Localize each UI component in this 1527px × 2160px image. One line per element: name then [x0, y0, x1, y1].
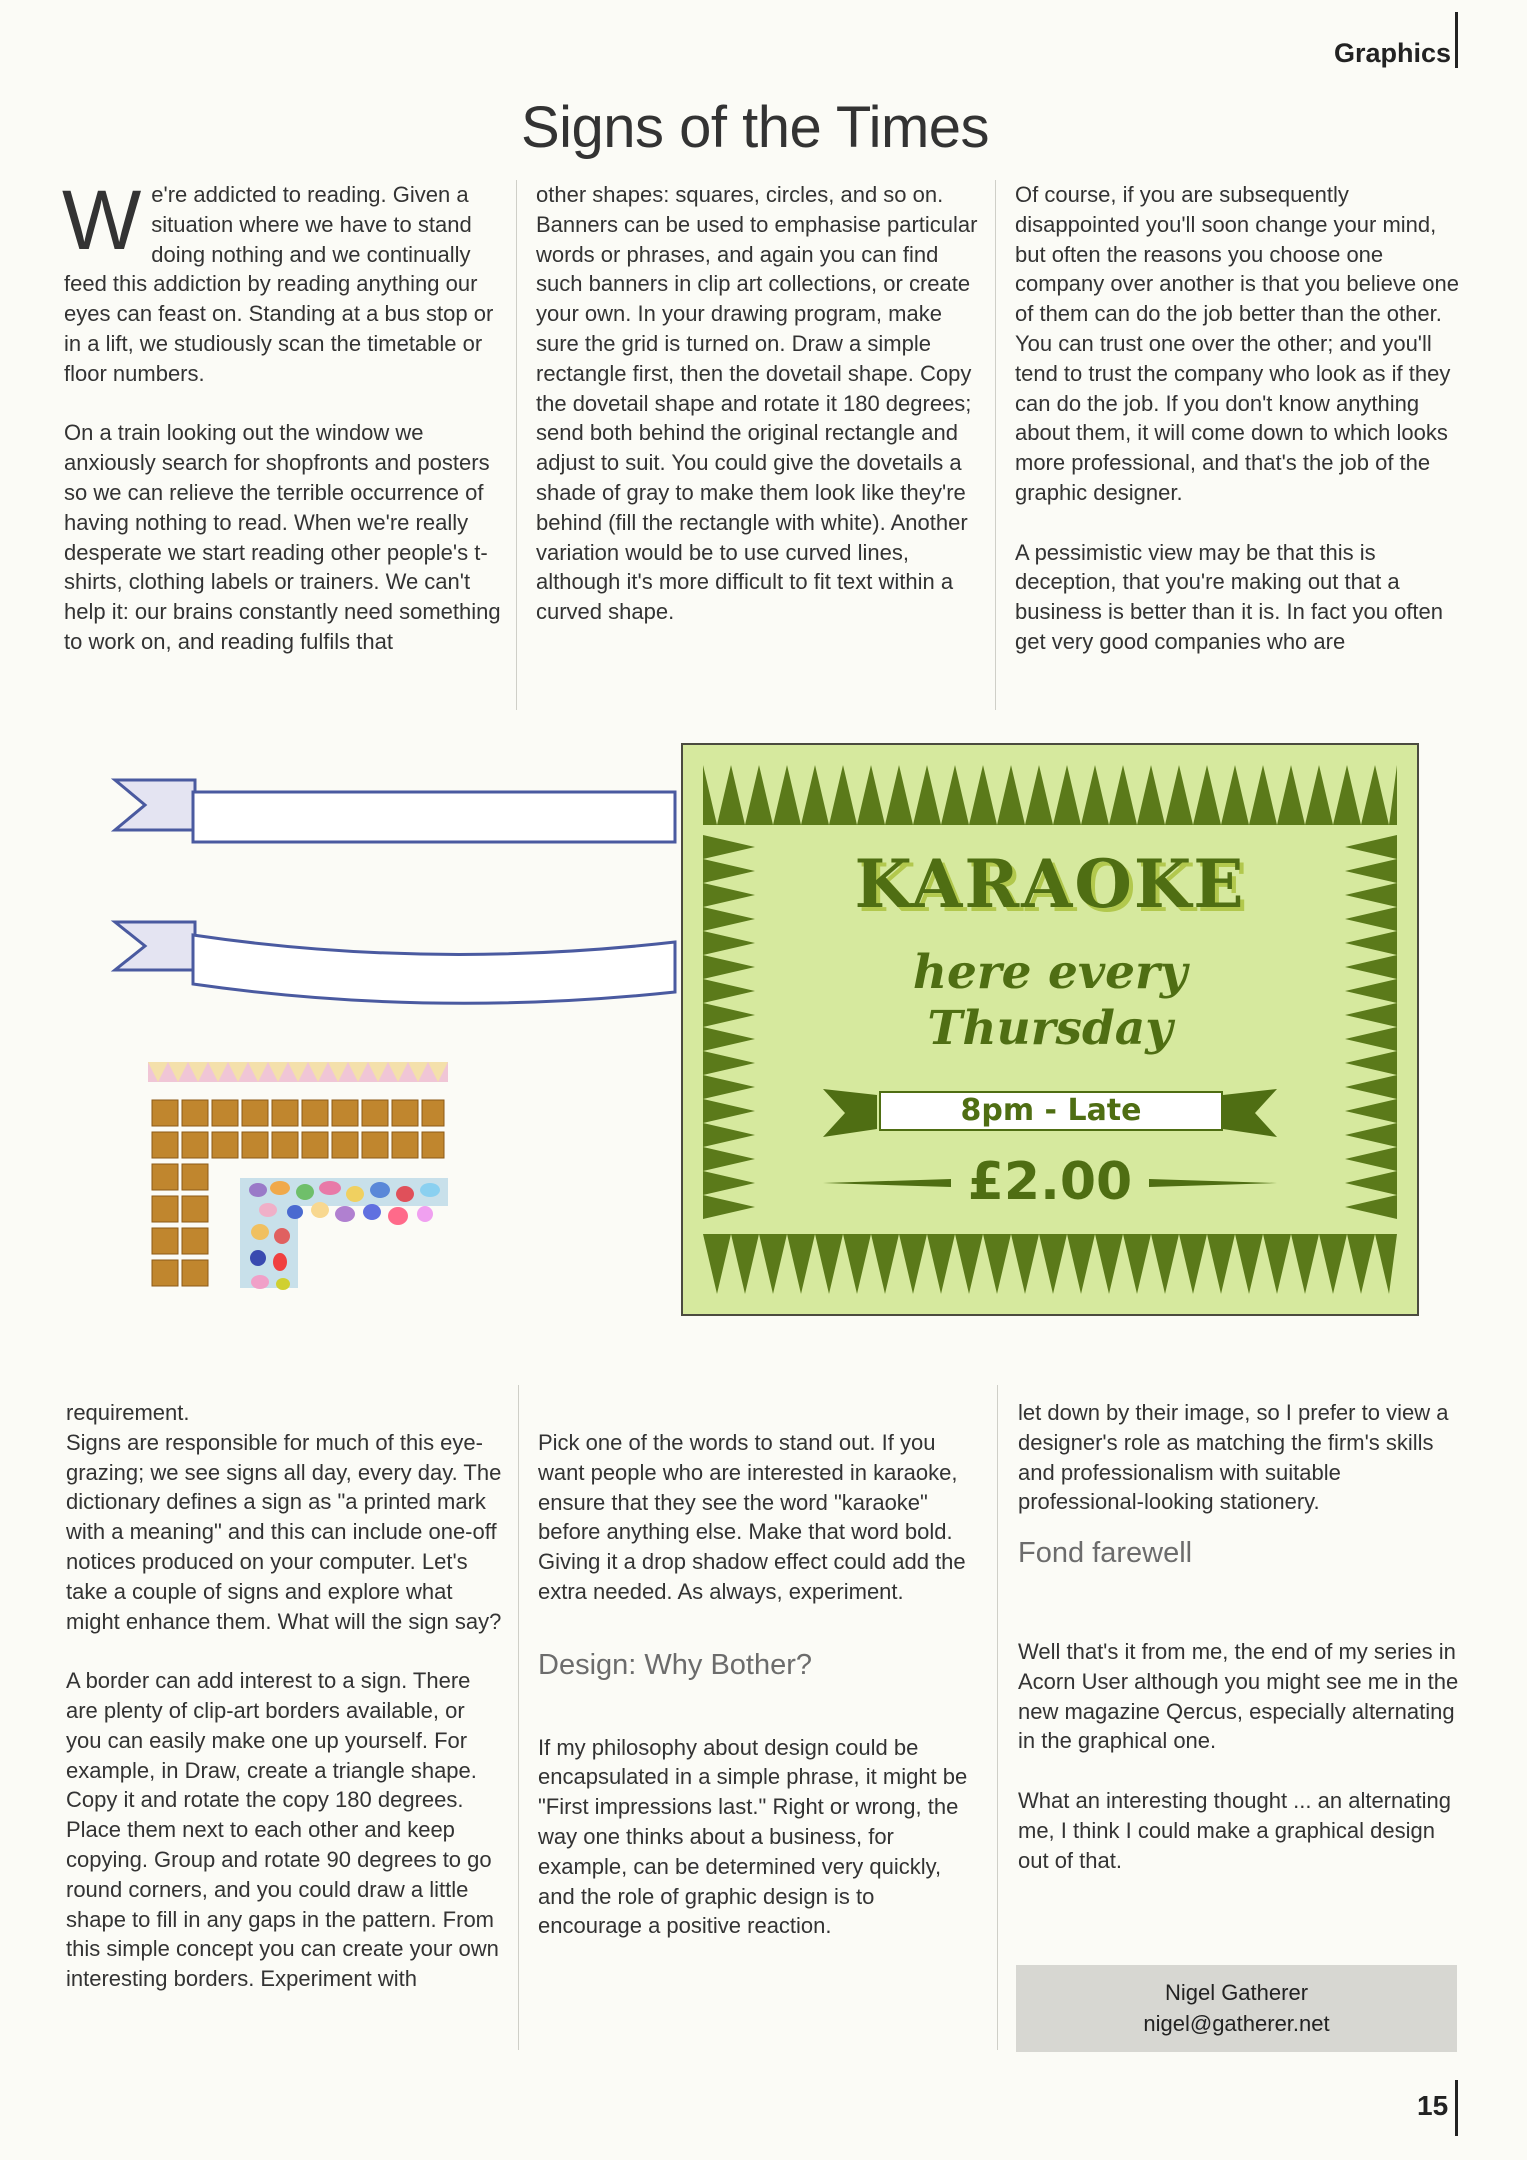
- paragraph: other shapes: squares, circles, and so on.: [536, 182, 944, 207]
- paragraph: On a train looking out the window we anxiously search for shopfronts and posters so we can relieve the terrible occurrence of having nothing to read. When we're really desperate we start reading other people's t-shirts, clothing labels or trainers. We can't help it: our brains constantly need something to work on, and reading fulfils that: [64, 420, 501, 654]
- drop-cap: W: [62, 173, 142, 267]
- paragraph: If my philosophy about design could be encapsulated in a simple phrase, it might be "First impressions last." Right or wrong, the way one thinks about a business, for example, can be determined very quickly, and the role of graphic design is to encourage a positive reaction.: [538, 1734, 968, 1939]
- subheading: Fond farewell: [1018, 1537, 1193, 1570]
- mosaic-infill: [240, 1178, 448, 1290]
- column-rule: [518, 1385, 519, 2050]
- paragraph: A pessimistic view may be that this is deception, that you're making out that a business is better than it is. In fact you often get very good companies who are: [1015, 539, 1444, 654]
- article-title: Signs of the Times: [520, 95, 990, 160]
- column-2-top: [536, 180, 981, 627]
- section-label: Graphics: [1333, 38, 1451, 68]
- paragraph: requirement.: [66, 1400, 190, 1425]
- column-1-bottom: [66, 1398, 506, 1994]
- sign-subtitle: [683, 945, 1417, 1057]
- sign-subtitle-line: Thursday: [927, 1001, 1173, 1056]
- column-3-top: [1015, 180, 1465, 657]
- page-number-rule: [1455, 2080, 1458, 2136]
- column-rule: [995, 180, 996, 710]
- sign-title: KARAOKE: [854, 845, 1246, 923]
- intro-paragraph: We're addicted to reading. Given a situation where we have to stand doing nothing and we continually feed this addiction by reading anything our eyes can feast on. Standing at a bus stop or in a lift, we studiously scan the timetable or floor numbers.: [62, 173, 494, 386]
- page-number: 15: [1417, 2090, 1449, 2121]
- author-email: nigel@gatherer.net: [1143, 2011, 1330, 2036]
- column-rule: [997, 1385, 998, 2050]
- author-signature-box: [1016, 1965, 1457, 2052]
- column-1-top: [62, 173, 504, 657]
- subheading: Design: Why Bother?: [538, 1648, 813, 1681]
- paragraph: Of course, if you are subsequently disappointed you'll soon change your mind, but often the reasons you choose one company over another is that you believe one of them can do the job better than the other. You can trust one over the other; and you'll tend to trust the company who look as if they can do the job. If you don't know anything about them, it will come down to which looks more professional, and that's the job of the graphic designer.: [1015, 182, 1459, 505]
- banner-border-illustration: [100, 770, 690, 1340]
- paragraph: Well that's it from me, the end of my series in Acorn User although you might see me in the new magazine Qercus, especially alternating in the graphical one.: [1018, 1638, 1459, 1754]
- paragraph: Pick one of the words to stand out. If you want people who are interested in karaoke, ensure that they see the word "karaoke" before anything else. Make that word bold. Giving it a drop shadow effect could add the extra needed. As always, experiment.: [538, 1430, 966, 1604]
- column-3-bottom: [1018, 1398, 1468, 1875]
- section-rule: [1455, 12, 1458, 68]
- sign-time-banner: 8pm - Late: [879, 1091, 1223, 1131]
- column-2-bottom: [538, 1428, 983, 1941]
- paragraph: let down by their image, so I prefer to view a designer's role as matching the firm's skills and professionalism with suitable professional-looking stationery.: [1018, 1400, 1449, 1515]
- column-rule: [516, 180, 517, 710]
- paragraph: A border can add interest to a sign. There are plenty of clip-art borders available, or you can easily make one up yourself. For example, in Draw, create a triangle shape. Copy it and rotate the copy 180 degrees. Place them next to each other and keep copying. Group and rotate 90 degrees to go round corners, and you could draw a little shape to fill in any gaps in the pattern. From this simple concept you can create your own interesting borders. Experiment with: [66, 1668, 499, 1992]
- paragraph: Banners can be used to emphasise particular words or phrases, and again you can find such banners in clip art collections, or create your own. In your drawing program, make sure the grid is turned on. Draw a simple rectangle first, then the dovetail shape. Copy the dovetail shape and rotate it 180 degrees; send both behind the original rectangle and adjust to suit. You could give the dovetails a shade of gray to make them look like they're behind (fill the rectangle with white). Another variation would be to use curved lines, although it's more difficult to fit text within a curved shape.: [536, 211, 978, 625]
- sign-price: £2.00: [967, 1152, 1133, 1212]
- curved-banner-illustration: [115, 922, 675, 1003]
- paragraph: What an interesting thought ... an alternating me, I think I could make a graphical design out of that.: [1018, 1787, 1451, 1873]
- karaoke-sign: [681, 743, 1419, 1316]
- paragraph: Signs are responsible for much of this eye-grazing; we see signs all day, every day. The dictionary defines a sign as "a printed mark with a meaning" and this can include one-off notices produced on your computer. Let's take a couple of signs and explore what might enhance them. What will the sign say?: [66, 1429, 502, 1634]
- straight-banner-illustration: [115, 780, 675, 842]
- triangle-border-strip: [148, 1062, 448, 1082]
- author-name: Nigel Gatherer: [1164, 1980, 1309, 2005]
- sign-subtitle-line: here every: [912, 945, 1188, 1000]
